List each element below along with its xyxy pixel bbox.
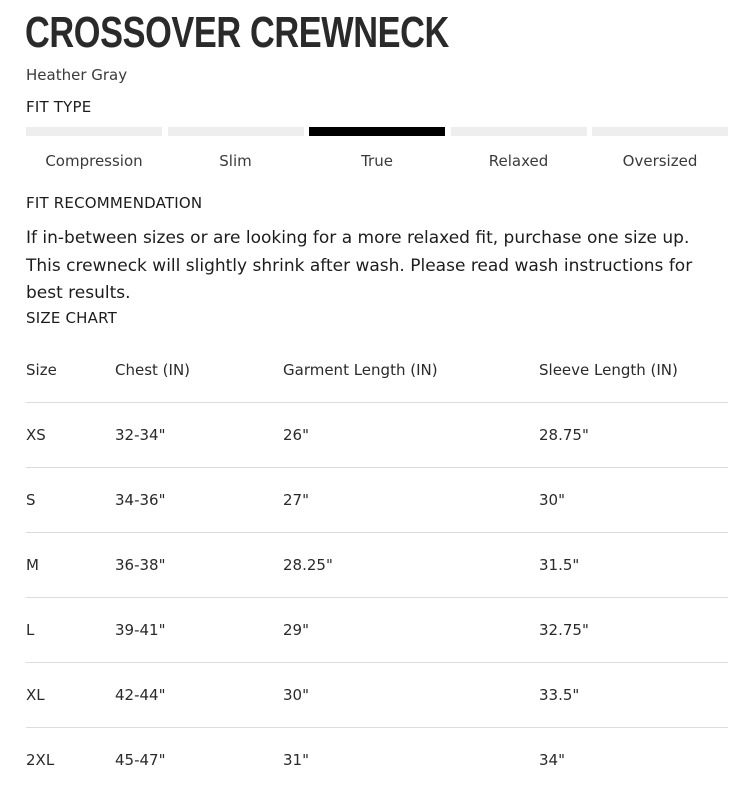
cell-chest: 36-38" [115,533,283,598]
table-row [26,468,728,533]
column-header-sleeve-length: Sleeve Length (IN) [539,338,728,403]
fit-option-label: True [361,151,393,171]
cell-garment-length: 27" [283,468,539,533]
cell-garment-length: 29" [283,598,539,663]
fit-option-label: Oversized [623,151,698,171]
fit-option-label: Slim [219,151,251,171]
cell-sleeve-length: 28.75" [539,403,728,468]
size-chart-heading: SIZE CHART [26,308,117,328]
table-row [26,663,728,728]
fit-option-slim [168,127,304,171]
fit-bar [592,127,728,136]
column-header-chest: Chest (IN) [115,338,283,403]
fit-option-oversized [592,127,728,171]
cell-sleeve-length: 33.5" [539,663,728,728]
fit-option-true [309,127,445,171]
table-row [26,598,728,663]
cell-size: XS [26,403,115,468]
cell-size: S [26,468,115,533]
product-color: Heather Gray [26,65,127,85]
fit-bar [168,127,304,136]
cell-garment-length: 28.25" [283,533,539,598]
cell-chest: 42-44" [115,663,283,728]
fit-bar [26,127,162,136]
product-title: CROSSOVER CREWNECK [25,6,449,60]
table-header-row [26,338,728,403]
cell-garment-length: 31" [283,728,539,792]
cell-chest: 34-36" [115,468,283,533]
fit-type-heading: FIT TYPE [26,97,91,117]
cell-chest: 32-34" [115,403,283,468]
fit-type-scale [26,127,728,171]
column-header-garment-length: Garment Length (IN) [283,338,539,403]
cell-chest: 39-41" [115,598,283,663]
cell-size: M [26,533,115,598]
table-row [26,533,728,598]
fit-option-relaxed [451,127,587,171]
size-chart-table [26,338,728,792]
cell-garment-length: 30" [283,663,539,728]
cell-sleeve-length: 31.5" [539,533,728,598]
table-row [26,403,728,468]
cell-sleeve-length: 30" [539,468,728,533]
cell-size: XL [26,663,115,728]
cell-size: 2XL [26,728,115,792]
column-header-size: Size [26,338,115,403]
cell-sleeve-length: 32.75" [539,598,728,663]
cell-chest: 45-47" [115,728,283,792]
cell-garment-length: 26" [283,403,539,468]
fit-option-label: Relaxed [489,151,549,171]
cell-sleeve-length: 34" [539,728,728,792]
cell-size: L [26,598,115,663]
table-row [26,728,728,792]
fit-recommendation-heading: FIT RECOMMENDATION [26,193,202,213]
fit-recommendation-text: If in-between sizes or are looking for a more relaxed fit, purchase one size up. This crewneck will slightly shrink after wash. Please read wash instructions for best results. [26,225,716,308]
fit-option-compression [26,127,162,171]
fit-bar [451,127,587,136]
fit-option-label: Compression [45,151,142,171]
fit-bar [309,127,445,136]
